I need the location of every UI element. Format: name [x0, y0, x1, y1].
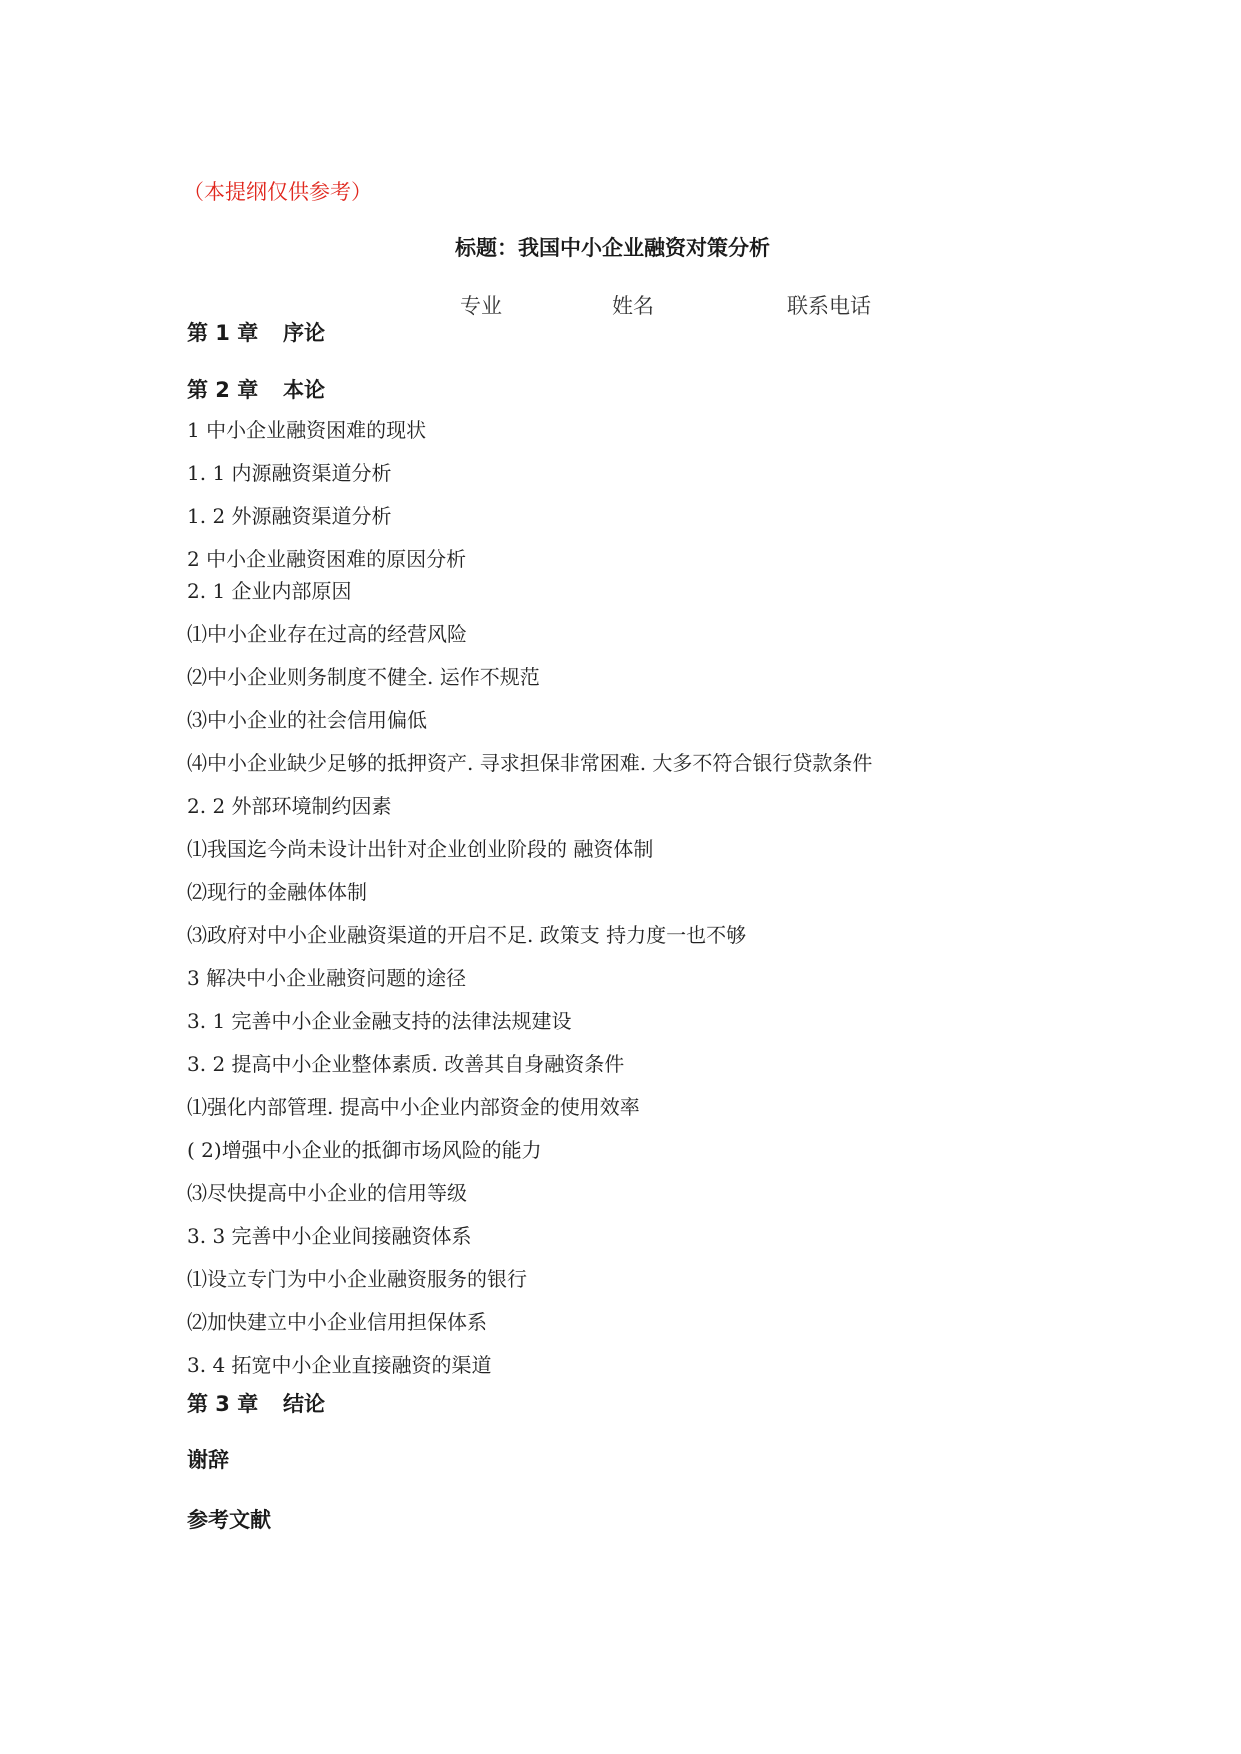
chapter-title: 结论 — [283, 1392, 325, 1416]
chapter-title: 序论 — [283, 321, 325, 345]
outline-item: 1. 1 内源融资渠道分析 — [187, 461, 392, 485]
outline-item: ⑵加快建立中小企业信用担保体系 — [187, 1310, 487, 1334]
outline-item: 3. 3 完善中小企业间接融资体系 — [187, 1224, 472, 1248]
outline-item: ( 2)增强中小企业的抵御市场风险的能力 — [187, 1138, 542, 1162]
outline-item: 2 中小企业融资困难的原因分析 — [187, 547, 467, 571]
outline-item: ⑵中小企业则务制度不健全. 运作不规范 — [187, 665, 540, 689]
phone-label: 联系电话 — [787, 294, 871, 318]
outline-item: 3. 1 完善中小企业金融支持的法律法规建设 — [187, 1009, 572, 1033]
acknowledgement-heading: 谢辞 — [187, 1448, 229, 1472]
outline-item: 3. 4 拓宽中小企业直接融资的渠道 — [187, 1353, 492, 1377]
outline-item: 2. 2 外部环境制约因素 — [187, 794, 392, 818]
outline-item: ⑵现行的金融体体制 — [187, 880, 367, 904]
document-title: 标题：我国中小企业融资对策分析 — [455, 236, 770, 260]
outline-item: ⑴强化内部管理. 提高中小企业内部资金的使用效率 — [187, 1095, 640, 1119]
name-label: 姓名 — [612, 294, 654, 318]
outline-item: ⑴我国迄今尚未设计出针对企业创业阶段的 融资体制 — [187, 837, 654, 861]
outline-item: ⑴中小企业存在过高的经营风险 — [187, 622, 467, 646]
chapter-3-heading — [187, 1394, 325, 1415]
chapter-number: 第 3 章 — [187, 1392, 259, 1416]
outline-item: ⑶尽快提高中小企业的信用等级 — [187, 1181, 467, 1205]
outline-item: 1 中小企业融资困难的现状 — [187, 418, 427, 442]
outline-item: 1. 2 外源融资渠道分析 — [187, 504, 392, 528]
outline-item: ⑶中小企业的社会信用偏低 — [187, 708, 427, 732]
outline-item: ⑶政府对中小企业融资渠道的开启不足. 政策支 持力度一也不够 — [187, 923, 747, 947]
outline-item: 3. 2 提高中小企业整体素质. 改善其自身融资条件 — [187, 1052, 625, 1076]
major-label: 专业 — [460, 294, 502, 318]
chapter-number: 第 2 章 — [187, 378, 259, 402]
chapter-number: 第 1 章 — [187, 321, 259, 345]
outline-item: ⑷中小企业缺少足够的抵押资产. 寻求担保非常困难. 大多不符合银行贷款条件 — [187, 751, 873, 775]
references-heading: 参考文献 — [187, 1508, 271, 1532]
chapter-2-heading — [187, 380, 325, 401]
chapter-1-heading — [187, 323, 325, 344]
chapter-title: 本论 — [283, 378, 325, 402]
outline-item: 2. 1 企业内部原因 — [187, 579, 352, 603]
outline-item: 3 解决中小企业融资问题的途径 — [187, 966, 467, 990]
reference-note: （本提纲仅供参考） — [183, 180, 372, 204]
outline-item: ⑴设立专门为中小企业融资服务的银行 — [187, 1267, 527, 1291]
